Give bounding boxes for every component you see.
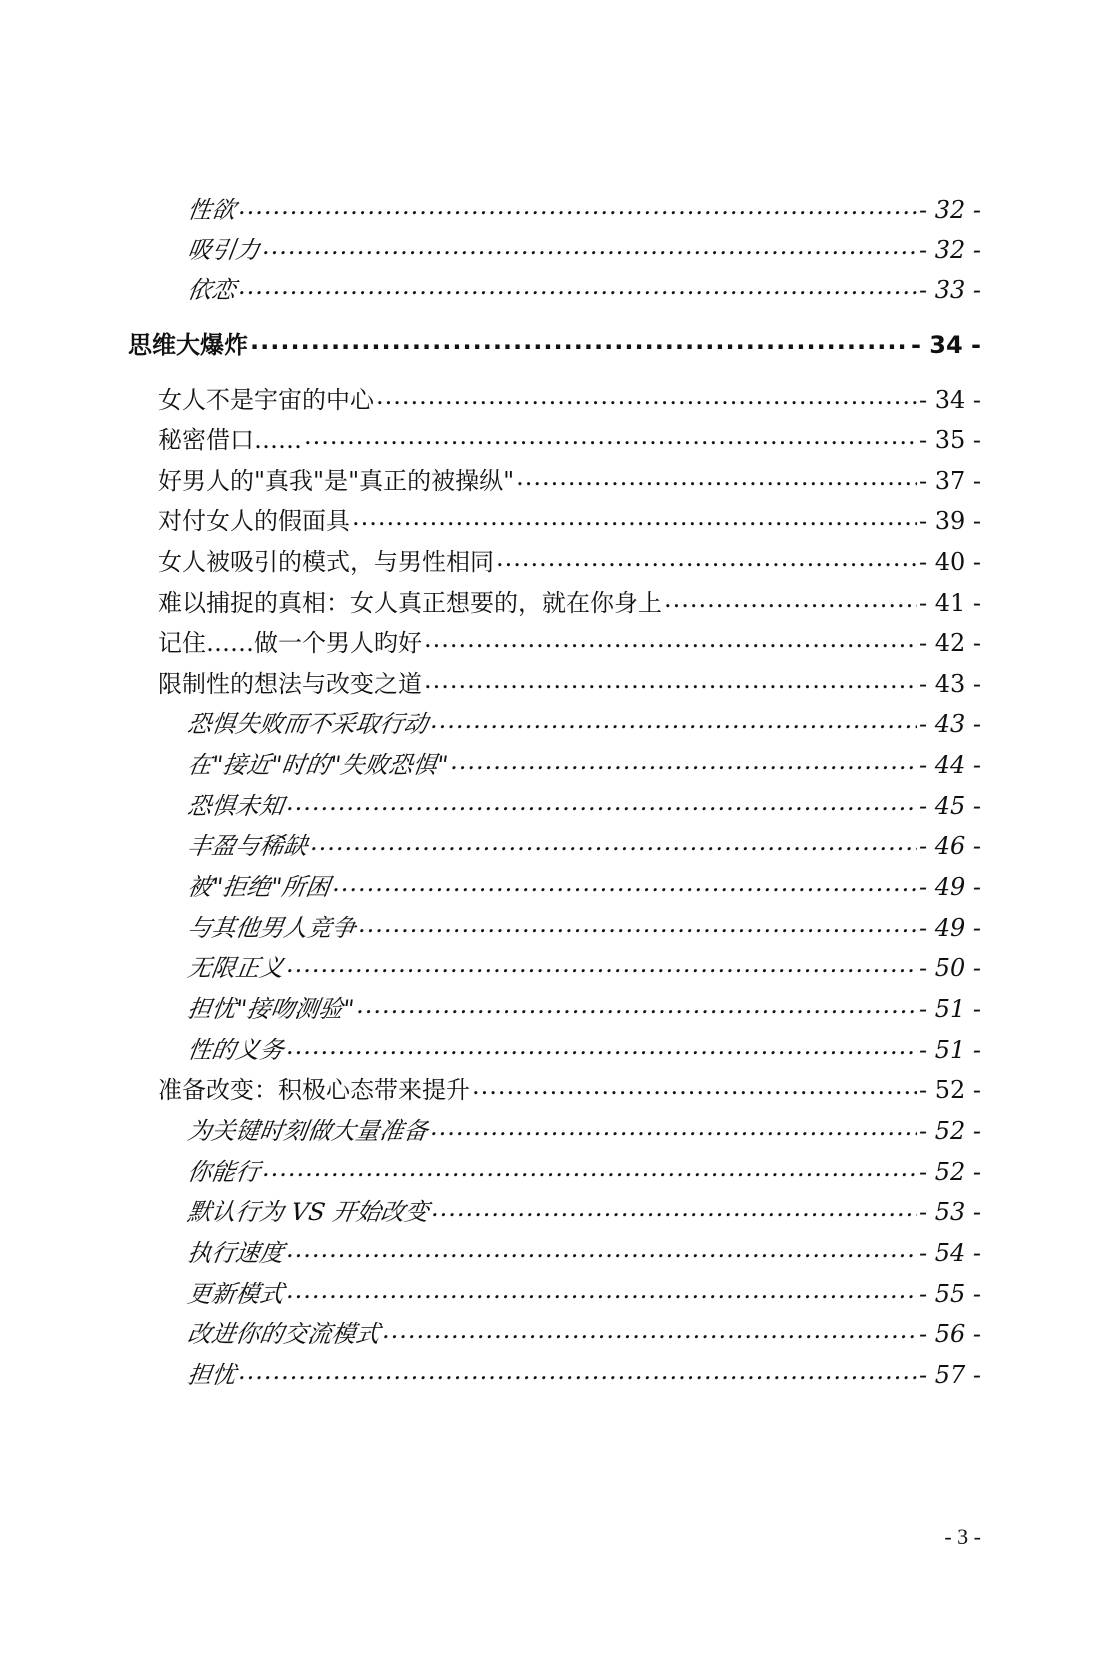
toc-entry-title: 被"拒绝"所困 (185, 873, 332, 901)
dot-leader (450, 749, 917, 773)
toc-entry-page: - 53 - (918, 1198, 981, 1226)
toc-entry-page: - 49 - (918, 873, 981, 901)
dot-leader (496, 546, 917, 570)
toc-entry-title: 吸引力 (185, 236, 262, 264)
toc-entry-page: - 43 - (918, 670, 981, 698)
toc-entry-page: - 35 - (918, 426, 981, 454)
toc-subsection-entry[interactable] (185, 1192, 981, 1227)
dot-leader (238, 274, 917, 298)
dot-leader (286, 790, 917, 814)
toc-entry-title: 恐惧失败而不采取行动 (185, 710, 430, 738)
toc-entry-page: - 46 - (918, 832, 981, 860)
toc-entry-title: 准备改变：积极心态带来提升 (158, 1076, 470, 1104)
dot-leader (376, 384, 917, 408)
dot-leader (382, 1318, 917, 1342)
toc-entry-title: 丰盈与稀缺 (185, 832, 310, 860)
dot-leader (424, 627, 917, 651)
toc-entry-title: 对付女人的假面具 (158, 507, 350, 535)
toc-entry-title: 性的义务 (185, 1036, 286, 1064)
toc-entry-page: - 54 - (918, 1239, 981, 1267)
toc-section-entry[interactable] (158, 461, 981, 496)
toc-entry-title: 执行速度 (185, 1239, 286, 1267)
toc-section-entry[interactable] (158, 583, 981, 618)
toc-section-entry[interactable] (158, 380, 981, 415)
toc-entry-title: 好男人的"真我"是"真正的被操纵" (158, 467, 515, 495)
dot-leader (431, 1196, 917, 1220)
dot-leader (262, 1156, 917, 1180)
dot-leader (286, 1278, 917, 1302)
dot-leader (250, 329, 909, 353)
toc-entry-title: 性欲 (185, 196, 238, 224)
toc-subsection-entry[interactable] (185, 1152, 981, 1187)
dot-leader (472, 1074, 917, 1098)
toc-entry-page: - 42 - (918, 629, 981, 657)
toc-section-entry[interactable] (158, 1070, 981, 1105)
dot-leader (286, 952, 917, 976)
toc-entry-title: 在"接近"时的"失败恐惧" (185, 751, 450, 779)
toc-entry-title: 为关键时刻做大量准备 (185, 1117, 430, 1145)
toc-subsection-entry[interactable] (185, 1030, 981, 1065)
toc-entry-page: - 57 - (918, 1361, 981, 1389)
toc-entry-page: - 52 - (918, 1158, 981, 1186)
dot-leader (286, 1034, 917, 1058)
toc-entry-page: - 51 - (918, 1036, 981, 1064)
toc-entry-page: - 32 - (918, 196, 981, 224)
dot-leader (352, 505, 917, 529)
dot-leader (262, 234, 917, 258)
toc-subsection-entry[interactable] (185, 867, 981, 902)
toc-entry-page: - 50 - (918, 954, 981, 982)
toc-entry-title: 更新模式 (185, 1280, 286, 1308)
toc-entry-page: - 39 - (918, 507, 981, 535)
dot-leader (304, 424, 917, 448)
toc-entry-page: - 44 - (918, 751, 981, 779)
toc-entry-title: 思维大爆炸 (128, 331, 248, 359)
toc-entry-page: - 52 - (918, 1117, 981, 1145)
toc-section-entry[interactable] (158, 420, 981, 455)
toc-entry-page: - 34 - (910, 331, 981, 359)
toc-entry-title: 记住……做一个男人昀好 (158, 629, 422, 657)
toc-entry-title: 女人不是宇宙的中心 (158, 386, 374, 414)
toc-entry-title: 女人被吸引的模式，与男性相同 (158, 548, 494, 576)
toc-entry-page: - 55 - (918, 1280, 981, 1308)
dot-leader (430, 1115, 917, 1139)
toc-entry-page: - 41 - (918, 589, 981, 617)
toc-section-entry[interactable] (158, 501, 981, 536)
toc-entry-title: 改进你的交流模式 (185, 1320, 382, 1348)
toc-entry-title: 担忧 (185, 1361, 238, 1389)
toc-subsection-entry[interactable] (185, 1233, 981, 1268)
dot-leader (430, 708, 917, 732)
toc-entry-title: 恐惧未知 (185, 792, 286, 820)
toc-subsection-entry[interactable] (185, 230, 981, 265)
toc-entry-title: 与其他男人竞争 (185, 914, 358, 942)
toc-subsection-entry[interactable] (185, 908, 981, 943)
toc-section-entry[interactable] (158, 542, 981, 577)
toc-subsection-entry[interactable] (185, 1111, 981, 1146)
toc-subsection-entry[interactable] (185, 745, 981, 780)
toc-entry-page: - 33 - (918, 276, 981, 304)
toc-entry-page: - 49 - (918, 914, 981, 942)
toc-entry-title: 你能行 (185, 1158, 262, 1186)
toc-entry-title: 秘密借口…… (158, 426, 302, 454)
toc-entry-title: 依恋 (185, 276, 238, 304)
toc-subsection-entry[interactable] (185, 270, 981, 305)
toc-entry-page: - 32 - (918, 236, 981, 264)
toc-entry-page: - 52 - (918, 1076, 981, 1104)
dot-leader (664, 587, 917, 611)
toc-subsection-entry[interactable] (185, 190, 981, 225)
dot-leader (358, 912, 917, 936)
toc-subsection-entry[interactable] (185, 1274, 981, 1309)
toc-entry-page: - 34 - (918, 386, 981, 414)
toc-subsection-entry[interactable] (185, 948, 981, 983)
toc-subsection-entry[interactable] (185, 826, 981, 861)
dot-leader (424, 668, 917, 692)
toc-section-entry[interactable] (158, 664, 981, 699)
dot-leader (238, 194, 917, 218)
toc-entry-title: 限制性的想法与改变之道 (158, 670, 422, 698)
dot-leader (286, 1237, 917, 1261)
toc-subsection-entry[interactable] (185, 704, 981, 739)
toc-entry-page: - 43 - (918, 710, 981, 738)
toc-entry-page: - 56 - (918, 1320, 981, 1348)
toc-subsection-entry[interactable] (185, 786, 981, 821)
toc-chapter-entry[interactable] (128, 325, 981, 360)
page-number: - 3 - (944, 1524, 981, 1549)
dot-leader (238, 1359, 917, 1383)
dot-leader (516, 465, 917, 489)
toc-section-entry[interactable] (158, 623, 981, 658)
toc-entry-title: 难以捕捉的真相：女人真正想要的，就在你身上 (158, 589, 662, 617)
toc-entry-page: - 40 - (918, 548, 981, 576)
toc-entry-title: 担忧"接吻测验" (185, 995, 356, 1023)
toc-entry-title: 无限正义 (185, 954, 286, 982)
toc-entry-title: 默认行为 VS 开始改变 (185, 1198, 431, 1226)
toc-entry-page: - 37 - (918, 467, 981, 495)
toc-subsection-entry[interactable] (185, 1314, 981, 1349)
dot-leader (356, 993, 917, 1017)
dot-leader (310, 830, 917, 854)
toc-entry-page: - 45 - (918, 792, 981, 820)
toc-subsection-entry[interactable] (185, 1355, 981, 1390)
toc-entry-page: - 51 - (918, 995, 981, 1023)
dot-leader (332, 871, 917, 895)
toc-subsection-entry[interactable] (185, 989, 981, 1024)
